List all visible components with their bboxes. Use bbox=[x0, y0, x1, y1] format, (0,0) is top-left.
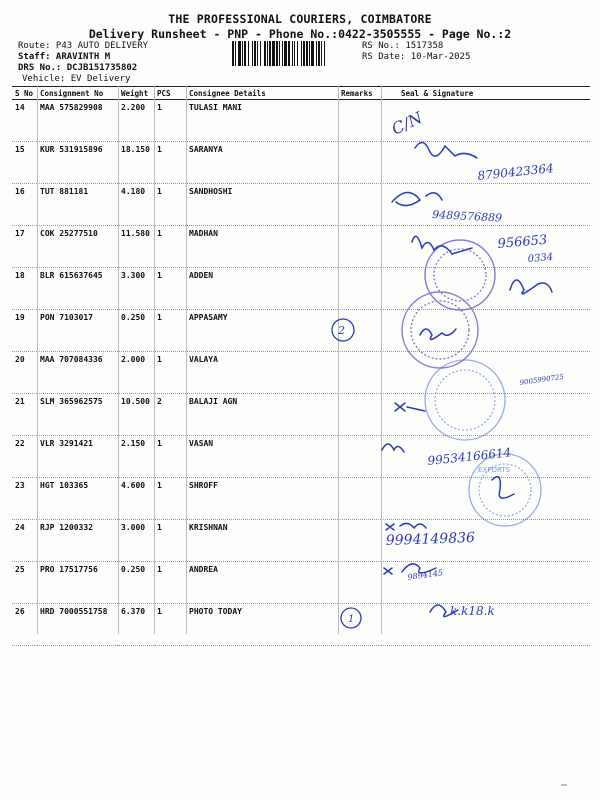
weight-cell: 3.300 bbox=[118, 268, 154, 310]
table-row bbox=[12, 268, 590, 310]
signature-cell bbox=[381, 184, 590, 226]
weight-cell: 18.150 bbox=[118, 142, 154, 184]
table-row bbox=[12, 352, 590, 394]
handwritten-number: 9994149836 bbox=[385, 529, 476, 549]
consignee-cell: MADHAN bbox=[186, 226, 338, 268]
table-row bbox=[12, 394, 590, 436]
table-row bbox=[12, 226, 590, 268]
table-row bbox=[12, 604, 590, 646]
consignment-cell: HRD 7000551758 bbox=[37, 604, 118, 646]
consignee-cell: ANDREA bbox=[186, 562, 338, 604]
col-consignee: Consignee Details bbox=[186, 87, 338, 100]
consignee-cell: VASAN bbox=[186, 436, 338, 478]
consignment-cell: RJP 1200332 bbox=[37, 520, 118, 562]
handwritten-number: 956653 bbox=[497, 232, 548, 252]
remarks-cell bbox=[338, 142, 381, 184]
pcs-cell: 1 bbox=[154, 352, 186, 394]
barcode-bar bbox=[324, 41, 325, 66]
weight-cell: 10.500 bbox=[118, 394, 154, 436]
barcode-bar bbox=[292, 41, 293, 66]
consignment-cell: HGT 103365 bbox=[37, 478, 118, 520]
barcode-bar bbox=[316, 41, 317, 66]
consignment-cell: MAA 707084336 bbox=[37, 352, 118, 394]
barcode-bar bbox=[248, 41, 249, 66]
consignment-cell: SLM 365962575 bbox=[37, 394, 118, 436]
sno-cell: 16 bbox=[12, 184, 37, 226]
barcode-bar bbox=[318, 41, 320, 66]
signature-cell bbox=[381, 100, 590, 142]
handwritten-number: 9894145 bbox=[407, 568, 444, 582]
rs-date: RS Date: 10-Mar-2025 bbox=[362, 52, 471, 62]
stamp-text: EXPORTS bbox=[478, 466, 511, 474]
table-row bbox=[12, 184, 590, 226]
barcode-bar bbox=[297, 41, 298, 66]
remarks-cell bbox=[338, 562, 381, 604]
barcode-bar bbox=[282, 41, 283, 66]
column-divider bbox=[381, 86, 382, 634]
consignee-cell: BALAJI AGN bbox=[186, 394, 338, 436]
weight-cell: 2.200 bbox=[118, 100, 154, 142]
staff-label: Staff: ARAVINTH M bbox=[18, 52, 111, 62]
col-remarks: Remarks bbox=[338, 87, 381, 100]
handwritten-number: 9489576889 bbox=[431, 208, 503, 225]
barcode-bar bbox=[272, 41, 275, 66]
table-row bbox=[12, 478, 590, 520]
weight-cell: 2.000 bbox=[118, 352, 154, 394]
vehicle-label: Vehicle: EV Delivery bbox=[22, 74, 131, 84]
consignment-cell: VLR 3291421 bbox=[37, 436, 118, 478]
table-row bbox=[12, 520, 590, 562]
barcode-image bbox=[232, 41, 354, 66]
barcode-bar bbox=[232, 41, 234, 66]
handwritten-number: 8790423364 bbox=[476, 161, 555, 183]
sno-cell: 21 bbox=[12, 394, 37, 436]
document-title: THE PROFESSIONAL COURIERS, COIMBATORE bbox=[168, 12, 432, 26]
pcs-cell: 1 bbox=[154, 310, 186, 352]
consignee-cell: TULASI MANI bbox=[186, 100, 338, 142]
signature-cell bbox=[381, 604, 590, 646]
pcs-cell: 1 bbox=[154, 520, 186, 562]
barcode-bar bbox=[301, 41, 302, 66]
signature-cell bbox=[381, 226, 590, 268]
weight-cell: 4.600 bbox=[118, 478, 154, 520]
handwritten-number: 9005990725 bbox=[519, 372, 565, 387]
barcode-bar bbox=[321, 41, 322, 66]
pcs-cell: 1 bbox=[154, 562, 186, 604]
barcode-bar bbox=[303, 41, 305, 66]
remarks-cell bbox=[338, 478, 381, 520]
consignment-cell: KUR 531915896 bbox=[37, 142, 118, 184]
signature-cell bbox=[381, 562, 590, 604]
barcode-bar bbox=[267, 41, 268, 66]
barcode-bar bbox=[264, 41, 266, 66]
barcode-bar bbox=[279, 41, 280, 66]
sno-cell: 22 bbox=[12, 436, 37, 478]
pcs-cell: 1 bbox=[154, 142, 186, 184]
barcode-bar bbox=[257, 41, 258, 66]
table-row bbox=[12, 310, 590, 352]
consignment-cell: PRO 17517756 bbox=[37, 562, 118, 604]
weight-cell: 0.250 bbox=[118, 562, 154, 604]
barcode-bar bbox=[235, 41, 236, 66]
column-divider bbox=[154, 86, 155, 634]
table-header-row bbox=[12, 87, 590, 100]
remarks-note: 2 bbox=[338, 324, 345, 337]
sno-cell: 15 bbox=[12, 142, 37, 184]
weight-cell: 3.000 bbox=[118, 520, 154, 562]
rs-number: RS No.: 1517358 bbox=[362, 41, 444, 51]
signature-cell bbox=[381, 520, 590, 562]
barcode-bar bbox=[276, 41, 278, 66]
barcode-bar bbox=[294, 41, 295, 66]
pcs-cell: 1 bbox=[154, 604, 186, 646]
remarks-cell bbox=[338, 394, 381, 436]
barcode-bar bbox=[306, 41, 308, 66]
pcs-cell: 1 bbox=[154, 226, 186, 268]
col-consignment: Consignment No bbox=[37, 87, 118, 100]
signature-cell bbox=[381, 394, 590, 436]
pcs-cell: 1 bbox=[154, 436, 186, 478]
sno-cell: 25 bbox=[12, 562, 37, 604]
barcode-bar bbox=[244, 41, 246, 66]
column-divider bbox=[186, 86, 187, 634]
signature-cell bbox=[381, 310, 590, 352]
sno-cell: 20 bbox=[12, 352, 37, 394]
barcode-bar bbox=[309, 41, 310, 66]
handwritten-name: k.k18.k bbox=[450, 604, 495, 618]
sno-cell: 19 bbox=[12, 310, 37, 352]
column-divider bbox=[118, 86, 119, 634]
consignment-cell: COK 25277510 bbox=[37, 226, 118, 268]
remarks-cell bbox=[338, 226, 381, 268]
remarks-note: 1 bbox=[348, 614, 355, 625]
pcs-cell: 1 bbox=[154, 184, 186, 226]
remarks-cell bbox=[338, 604, 381, 646]
barcode-bar bbox=[269, 41, 271, 66]
sno-cell: 18 bbox=[12, 268, 37, 310]
sno-cell: 24 bbox=[12, 520, 37, 562]
signature-cell bbox=[381, 478, 590, 520]
weight-cell: 11.580 bbox=[118, 226, 154, 268]
column-divider bbox=[37, 86, 38, 634]
handwritten-number: 99534166614 bbox=[426, 445, 512, 468]
consignment-cell: MAA 575829908 bbox=[37, 100, 118, 142]
signature-cell bbox=[381, 268, 590, 310]
consignment-cell: PON 7103017 bbox=[37, 310, 118, 352]
barcode-bar bbox=[242, 41, 243, 66]
pcs-cell: 1 bbox=[154, 478, 186, 520]
handwritten-number: 0334 bbox=[527, 251, 554, 265]
col-weight: Weight bbox=[118, 87, 154, 100]
handwritten-note: C/N bbox=[388, 108, 426, 139]
consignee-cell: SHROFF bbox=[186, 478, 338, 520]
col-sno: S No bbox=[12, 87, 37, 100]
barcode-bar bbox=[252, 41, 253, 66]
remarks-cell bbox=[338, 100, 381, 142]
weight-cell: 6.370 bbox=[118, 604, 154, 646]
runsheet-table bbox=[12, 86, 590, 646]
consignment-cell: TUT 881181 bbox=[37, 184, 118, 226]
consignee-cell: KRISHNAN bbox=[186, 520, 338, 562]
barcode-bar bbox=[238, 41, 241, 66]
remarks-cell bbox=[338, 436, 381, 478]
pcs-cell: 2 bbox=[154, 394, 186, 436]
drs-number: DRS No.: DCJB151735802 bbox=[18, 63, 138, 73]
weight-cell: 0.250 bbox=[118, 310, 154, 352]
remarks-cell bbox=[338, 184, 381, 226]
remarks-cell bbox=[338, 268, 381, 310]
signature-cell bbox=[381, 352, 590, 394]
consignee-cell: ADDEN bbox=[186, 268, 338, 310]
col-signature: Seal & Signature bbox=[381, 87, 590, 100]
consignee-cell: VALAYA bbox=[186, 352, 338, 394]
weight-cell: 2.150 bbox=[118, 436, 154, 478]
sno-cell: 23 bbox=[12, 478, 37, 520]
table-row bbox=[12, 562, 590, 604]
consignment-cell: BLR 615637645 bbox=[37, 268, 118, 310]
consignee-cell: SANDHOSHI bbox=[186, 184, 338, 226]
table-row bbox=[12, 100, 590, 142]
table-row bbox=[12, 436, 590, 478]
remarks-cell bbox=[338, 520, 381, 562]
sno-cell: 26 bbox=[12, 604, 37, 646]
consignee-cell: APPASAMY bbox=[186, 310, 338, 352]
scan-mark bbox=[561, 784, 567, 786]
pcs-cell: 1 bbox=[154, 268, 186, 310]
signature-cell bbox=[381, 142, 590, 184]
barcode-bar bbox=[311, 41, 314, 66]
table-row bbox=[12, 142, 590, 184]
signature-cell bbox=[381, 436, 590, 478]
barcode-bar bbox=[284, 41, 287, 66]
route-label: Route: P43 AUTO DELIVERY bbox=[18, 41, 149, 51]
sno-cell: 14 bbox=[12, 100, 37, 142]
remarks-cell bbox=[338, 310, 381, 352]
consignee-cell: PHOTO TODAY bbox=[186, 604, 338, 646]
weight-cell: 4.180 bbox=[118, 184, 154, 226]
barcode-bar bbox=[260, 41, 261, 66]
sno-cell: 17 bbox=[12, 226, 37, 268]
barcode-bar bbox=[254, 41, 256, 66]
document-subtitle: Delivery Runsheet - PNP - Phone No.:0422-3505555 - Page No.:2 bbox=[88, 27, 512, 41]
remarks-cell bbox=[338, 352, 381, 394]
barcode-bar bbox=[288, 41, 290, 66]
col-pcs: PCS bbox=[154, 87, 186, 100]
consignee-cell: SARANYA bbox=[186, 142, 338, 184]
pcs-cell: 1 bbox=[154, 100, 186, 142]
column-divider bbox=[338, 86, 339, 634]
